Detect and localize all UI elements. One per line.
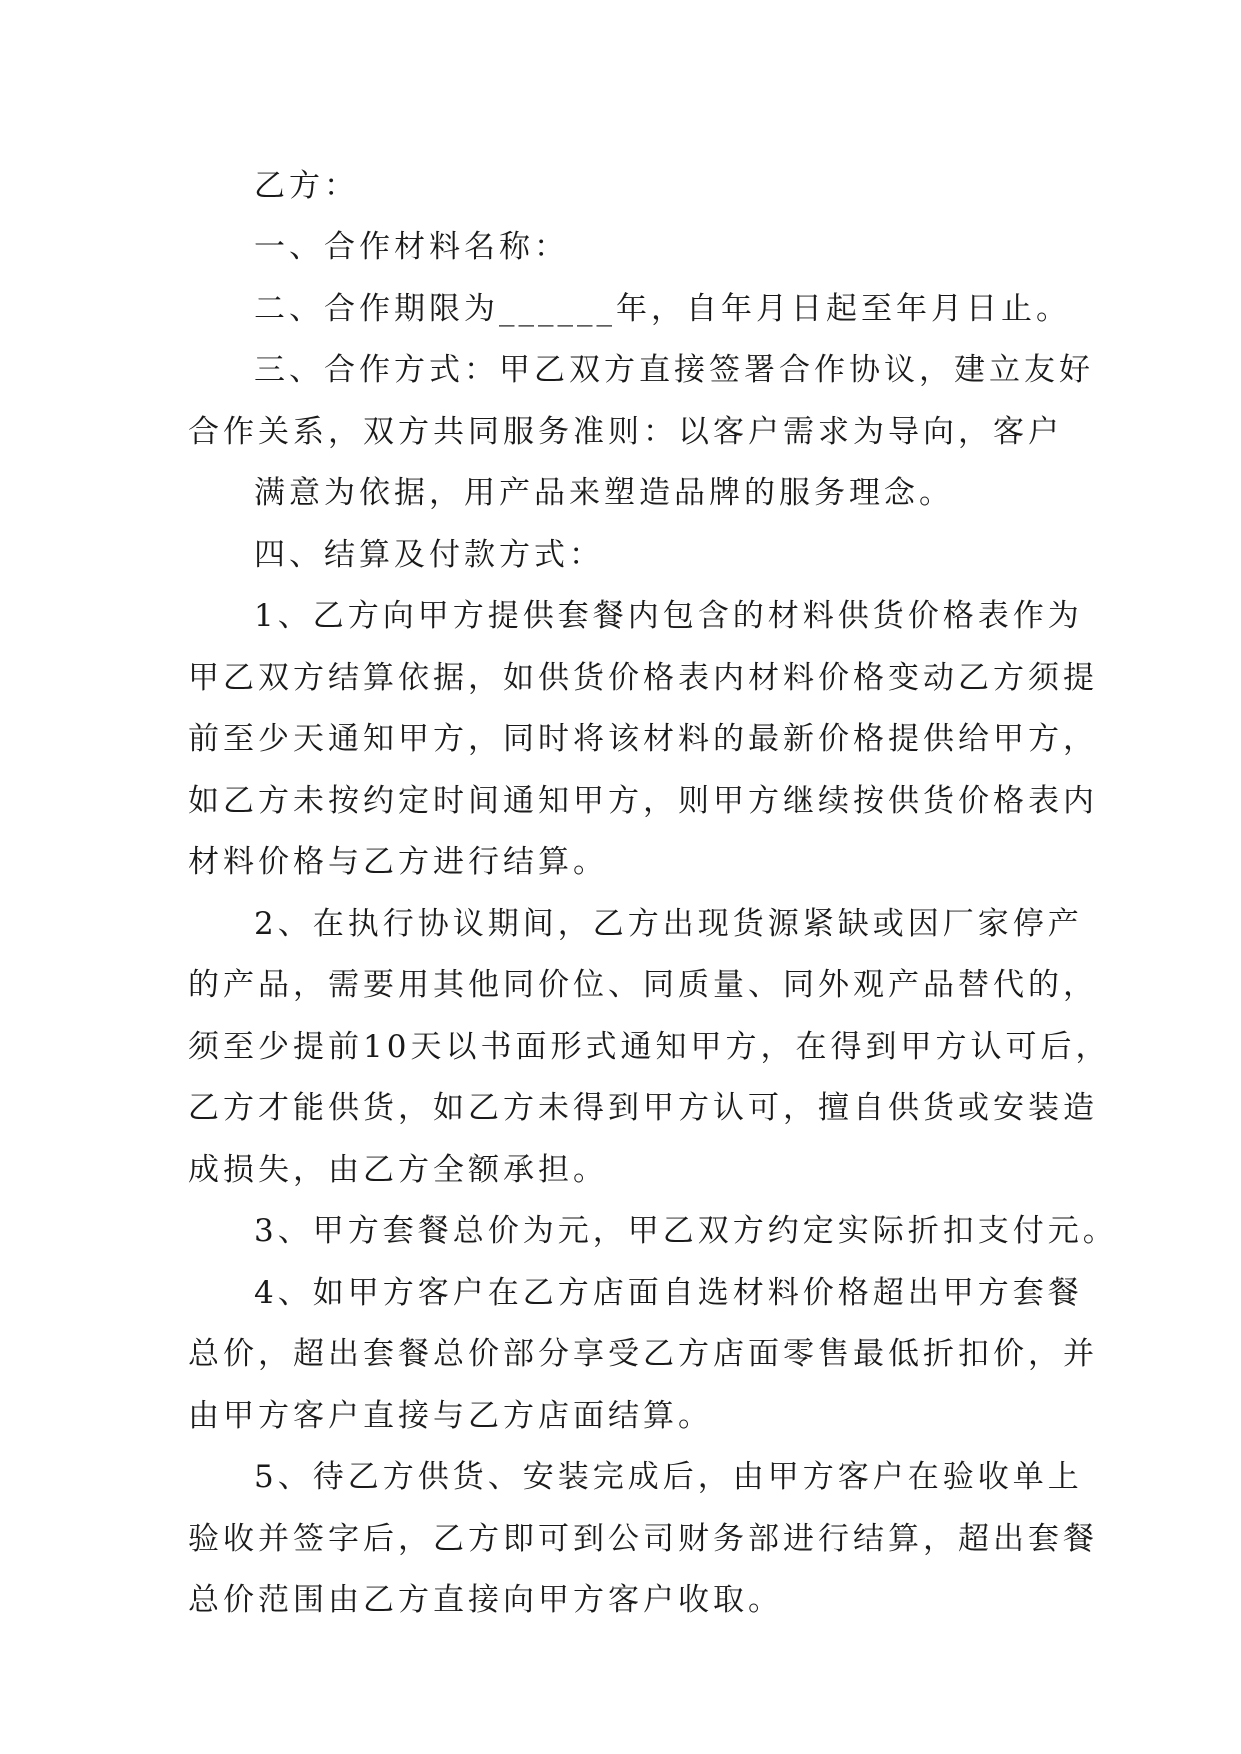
section-1-heading: 一、合作材料名称： <box>254 229 569 265</box>
clause-1-line-1: 1、乙方向甲方提供套餐内包含的材料供货价格表作为 <box>254 598 1083 634</box>
clause-5-line-1: 5、待乙方供货、安装完成后，由甲方客户在验收单上 <box>254 1459 1083 1495</box>
section-3-line-1: 三、合作方式：甲乙双方直接签署合作协议，建立友好 <box>254 352 1094 388</box>
section-3-line-2: 合作关系，双方共同服务准则：以客户需求为导向，客户 <box>188 414 1063 450</box>
clause-1-line-3: 前至少天通知甲方，同时将该材料的最新价格提供给甲方， <box>188 721 1098 757</box>
clause-4-line-3: 由甲方客户直接与乙方店面结算。 <box>188 1398 713 1434</box>
clause-2-line-4: 乙方才能供货，如乙方未得到甲方认可，擅自供货或安装造 <box>188 1090 1098 1126</box>
clause-4-line-2: 总价，超出套餐总价部分享受乙方店面零售最低折扣价，并 <box>188 1336 1098 1372</box>
party-b-label: 乙方： <box>254 168 359 204</box>
section-3-line-3: 满意为依据，用产品来塑造品牌的服务理念。 <box>254 475 954 511</box>
clause-2-line-1: 2、在执行协议期间，乙方出现货源紧缺或因厂家停产 <box>254 906 1083 942</box>
clause-5-line-2: 验收并签字后，乙方即可到公司财务部进行结算，超出套餐 <box>188 1521 1098 1557</box>
clause-5-line-3: 总价范围由乙方直接向甲方客户收取。 <box>188 1582 783 1618</box>
section-4-heading: 四、结算及付款方式： <box>254 537 604 573</box>
clause-1-line-5: 材料价格与乙方进行结算。 <box>188 844 608 880</box>
clause-1-line-2: 甲乙双方结算依据，如供货价格表内材料价格变动乙方须提 <box>188 660 1098 696</box>
clause-1-line-4: 如乙方未按约定时间通知甲方，则甲方继续按供货价格表内 <box>188 783 1098 819</box>
clause-2-line-3: 须至少提前10天以书面形式通知甲方，在得到甲方认可后， <box>188 1029 1111 1065</box>
clause-2-line-5: 成损失，由乙方全额承担。 <box>188 1152 608 1188</box>
clause-2-line-2: 的产品，需要用其他同价位、同质量、同外观产品替代的， <box>188 967 1098 1003</box>
section-2-heading: 二、合作期限为______年，自年月日起至年月日止。 <box>254 291 1071 327</box>
clause-4-line-1: 4、如甲方客户在乙方店面自选材料价格超出甲方套餐 <box>254 1275 1083 1311</box>
clause-3-line-1: 3、甲方套餐总价为元，甲乙双方约定实际折扣支付元。 <box>254 1213 1118 1249</box>
